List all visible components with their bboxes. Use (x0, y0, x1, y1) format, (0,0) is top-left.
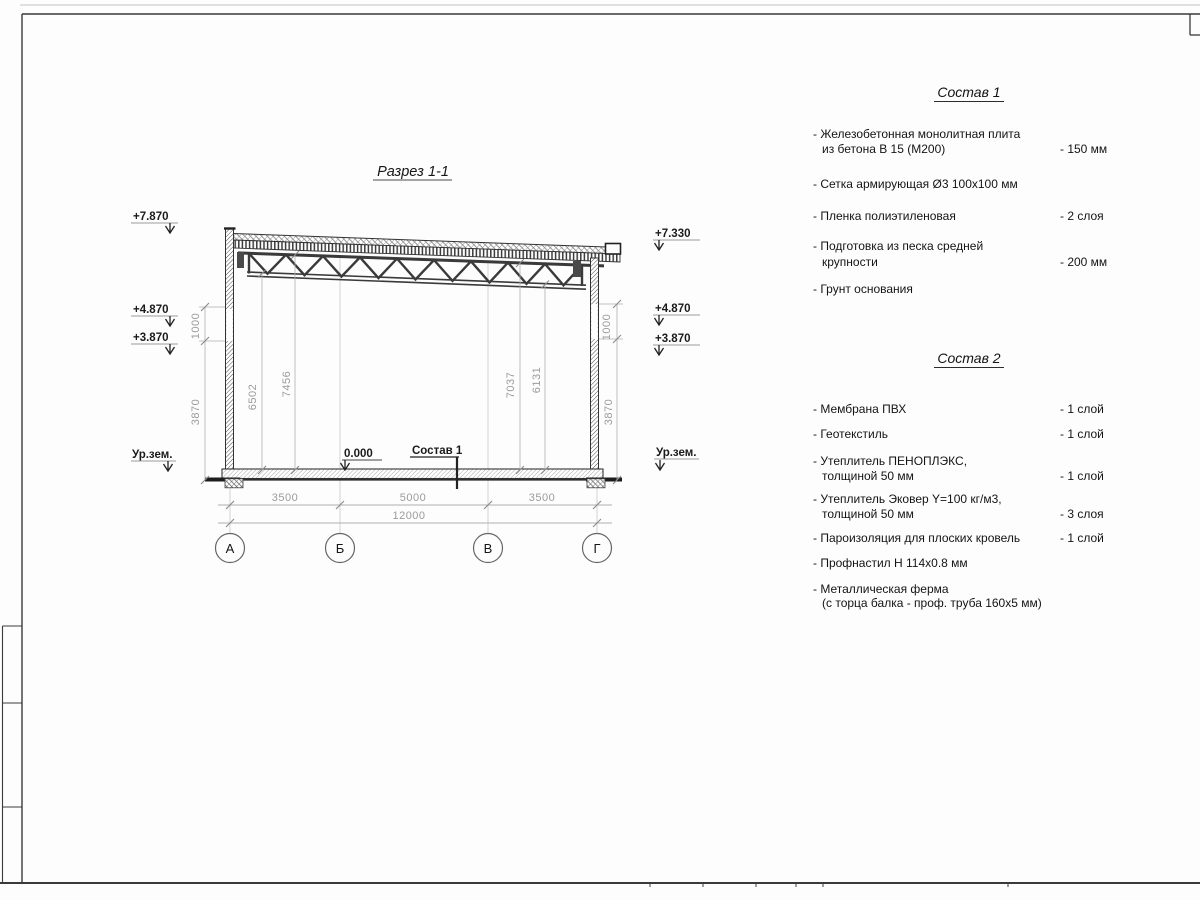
truss-bearing-left (237, 252, 244, 268)
elevation-marks-left (131, 211, 178, 471)
composition-1-items (813, 120, 1125, 300)
list-item-line: - Утеплитель Эковер Y=100 кг/м3, (813, 492, 1002, 506)
list-item-line: - Геотекстиль (813, 427, 888, 441)
level-arrow-icon (166, 316, 175, 326)
list-item-line: - Грунт основания (813, 282, 913, 296)
inner-dim-lines (262, 255, 545, 470)
axis-label-v: В (483, 541, 493, 556)
level-arrow-icon (166, 223, 175, 233)
composition-2-items (813, 395, 1125, 615)
list-item-value: - 1 слой (1060, 469, 1104, 483)
dim-3870-right: 3870 (603, 398, 615, 426)
roof-assembly (233, 234, 621, 263)
footing-left (225, 479, 243, 488)
list-item-line: - Пленка полиэтиленовая (813, 209, 956, 223)
list-item-line: толщиной 50 мм (822, 507, 914, 521)
composition-list-1 (813, 84, 1125, 294)
list-item-value: - 1 слой (1060, 402, 1104, 416)
level-7870: +7.870 (133, 211, 169, 223)
dim-6502: 6502 (247, 383, 259, 411)
level-arrow-icon (655, 240, 664, 250)
slab-composition-callout (410, 445, 463, 489)
dim-12000-total: 12000 (392, 510, 426, 522)
truss-bearing-right (573, 261, 581, 277)
dim-3870-left: 3870 (190, 398, 202, 426)
list-item-line: (с торца балка - проф. труба 160х5 мм) (822, 596, 1042, 610)
axis-label-a: А (225, 541, 235, 556)
zero-level-label: 0.000 (344, 448, 373, 460)
dim-1000-right: 1000 (601, 313, 613, 341)
axis-bubbles (216, 534, 612, 563)
right-wall (591, 258, 599, 478)
list-item-line: - Подготовка из песка средней (813, 239, 984, 253)
dim-3500-vg: 3500 (528, 492, 556, 504)
slab-composition-label: Состав 1 (412, 445, 463, 457)
list-item-value: - 1 слой (1060, 531, 1104, 545)
floor-and-ground (205, 469, 622, 488)
list-item-line: - Железобетонная монолитная плита (813, 127, 1021, 141)
level-3870-left: +3.870 (133, 332, 169, 344)
composition-list-2 (813, 350, 1125, 620)
level-3870-right: +3.870 (655, 333, 691, 345)
list-item-line: - Профнастил Н 114х0.8 мм (813, 556, 968, 570)
ground-level-label-left: Ур.зем. (132, 449, 173, 461)
list-item-line: - Сетка армирующая Ø3 100х100 мм (813, 177, 1018, 191)
list-item-value: - 200 мм (1060, 255, 1108, 269)
level-arrow-icon (164, 461, 173, 471)
roof-edge-beam (606, 244, 621, 255)
level-arrow-icon (656, 460, 665, 470)
level-7330: +7.330 (655, 228, 691, 240)
list-item-line: из бетона В 15 (М200) (822, 142, 946, 156)
composition-2-title: Состав 2 (813, 350, 1125, 366)
level-arrow-icon (655, 345, 664, 355)
level-arrow-icon (655, 315, 664, 325)
dim-1000-left: 1000 (190, 312, 202, 340)
level-4870-left: +4.870 (133, 304, 169, 316)
zero-level-mark (341, 448, 383, 470)
list-item-line: - Мембрана ПВХ (813, 402, 907, 416)
dim-ticks (258, 251, 549, 474)
dim-7037: 7037 (505, 371, 517, 399)
list-item-value: - 2 слоя (1060, 209, 1104, 223)
composition-1-title: Состав 1 (813, 84, 1125, 100)
dim-3500-ab: 3500 (271, 492, 299, 504)
elevation-marks-right (653, 228, 700, 470)
list-item-value: - 1 слой (1060, 427, 1104, 441)
dim-5000-bv: 5000 (399, 492, 427, 504)
axis-label-b: Б (335, 541, 345, 556)
axis-label-g: Г (593, 541, 601, 556)
ground-level-label-right: Ур.зем. (656, 447, 697, 459)
list-item-line: - Утеплитель ПЕНОПЛЭКС, (813, 454, 968, 468)
level-arrow-icon (166, 344, 175, 354)
dim-7456: 7456 (281, 370, 293, 398)
right-wall-opening (591, 304, 597, 339)
left-wall-opening (226, 309, 232, 341)
level-4870-right: +4.870 (655, 303, 691, 315)
list-item-line: - Пароизоляция для плоских кровель (813, 531, 1021, 545)
list-item-line: толщиной 50 мм (822, 469, 914, 483)
section-title: Разрез 1-1 (377, 164, 449, 180)
floor-slab (222, 469, 603, 479)
list-item-value: - 150 мм (1060, 142, 1108, 156)
list-item-line: крупности (822, 255, 878, 269)
left-dim-lines (199, 307, 225, 480)
dim-6131: 6131 (531, 366, 543, 394)
footing-right (587, 479, 605, 488)
left-wall (226, 229, 234, 478)
list-item-value: - 3 слоя (1060, 507, 1104, 521)
list-item-line: - Металлическая ферма (813, 582, 949, 596)
